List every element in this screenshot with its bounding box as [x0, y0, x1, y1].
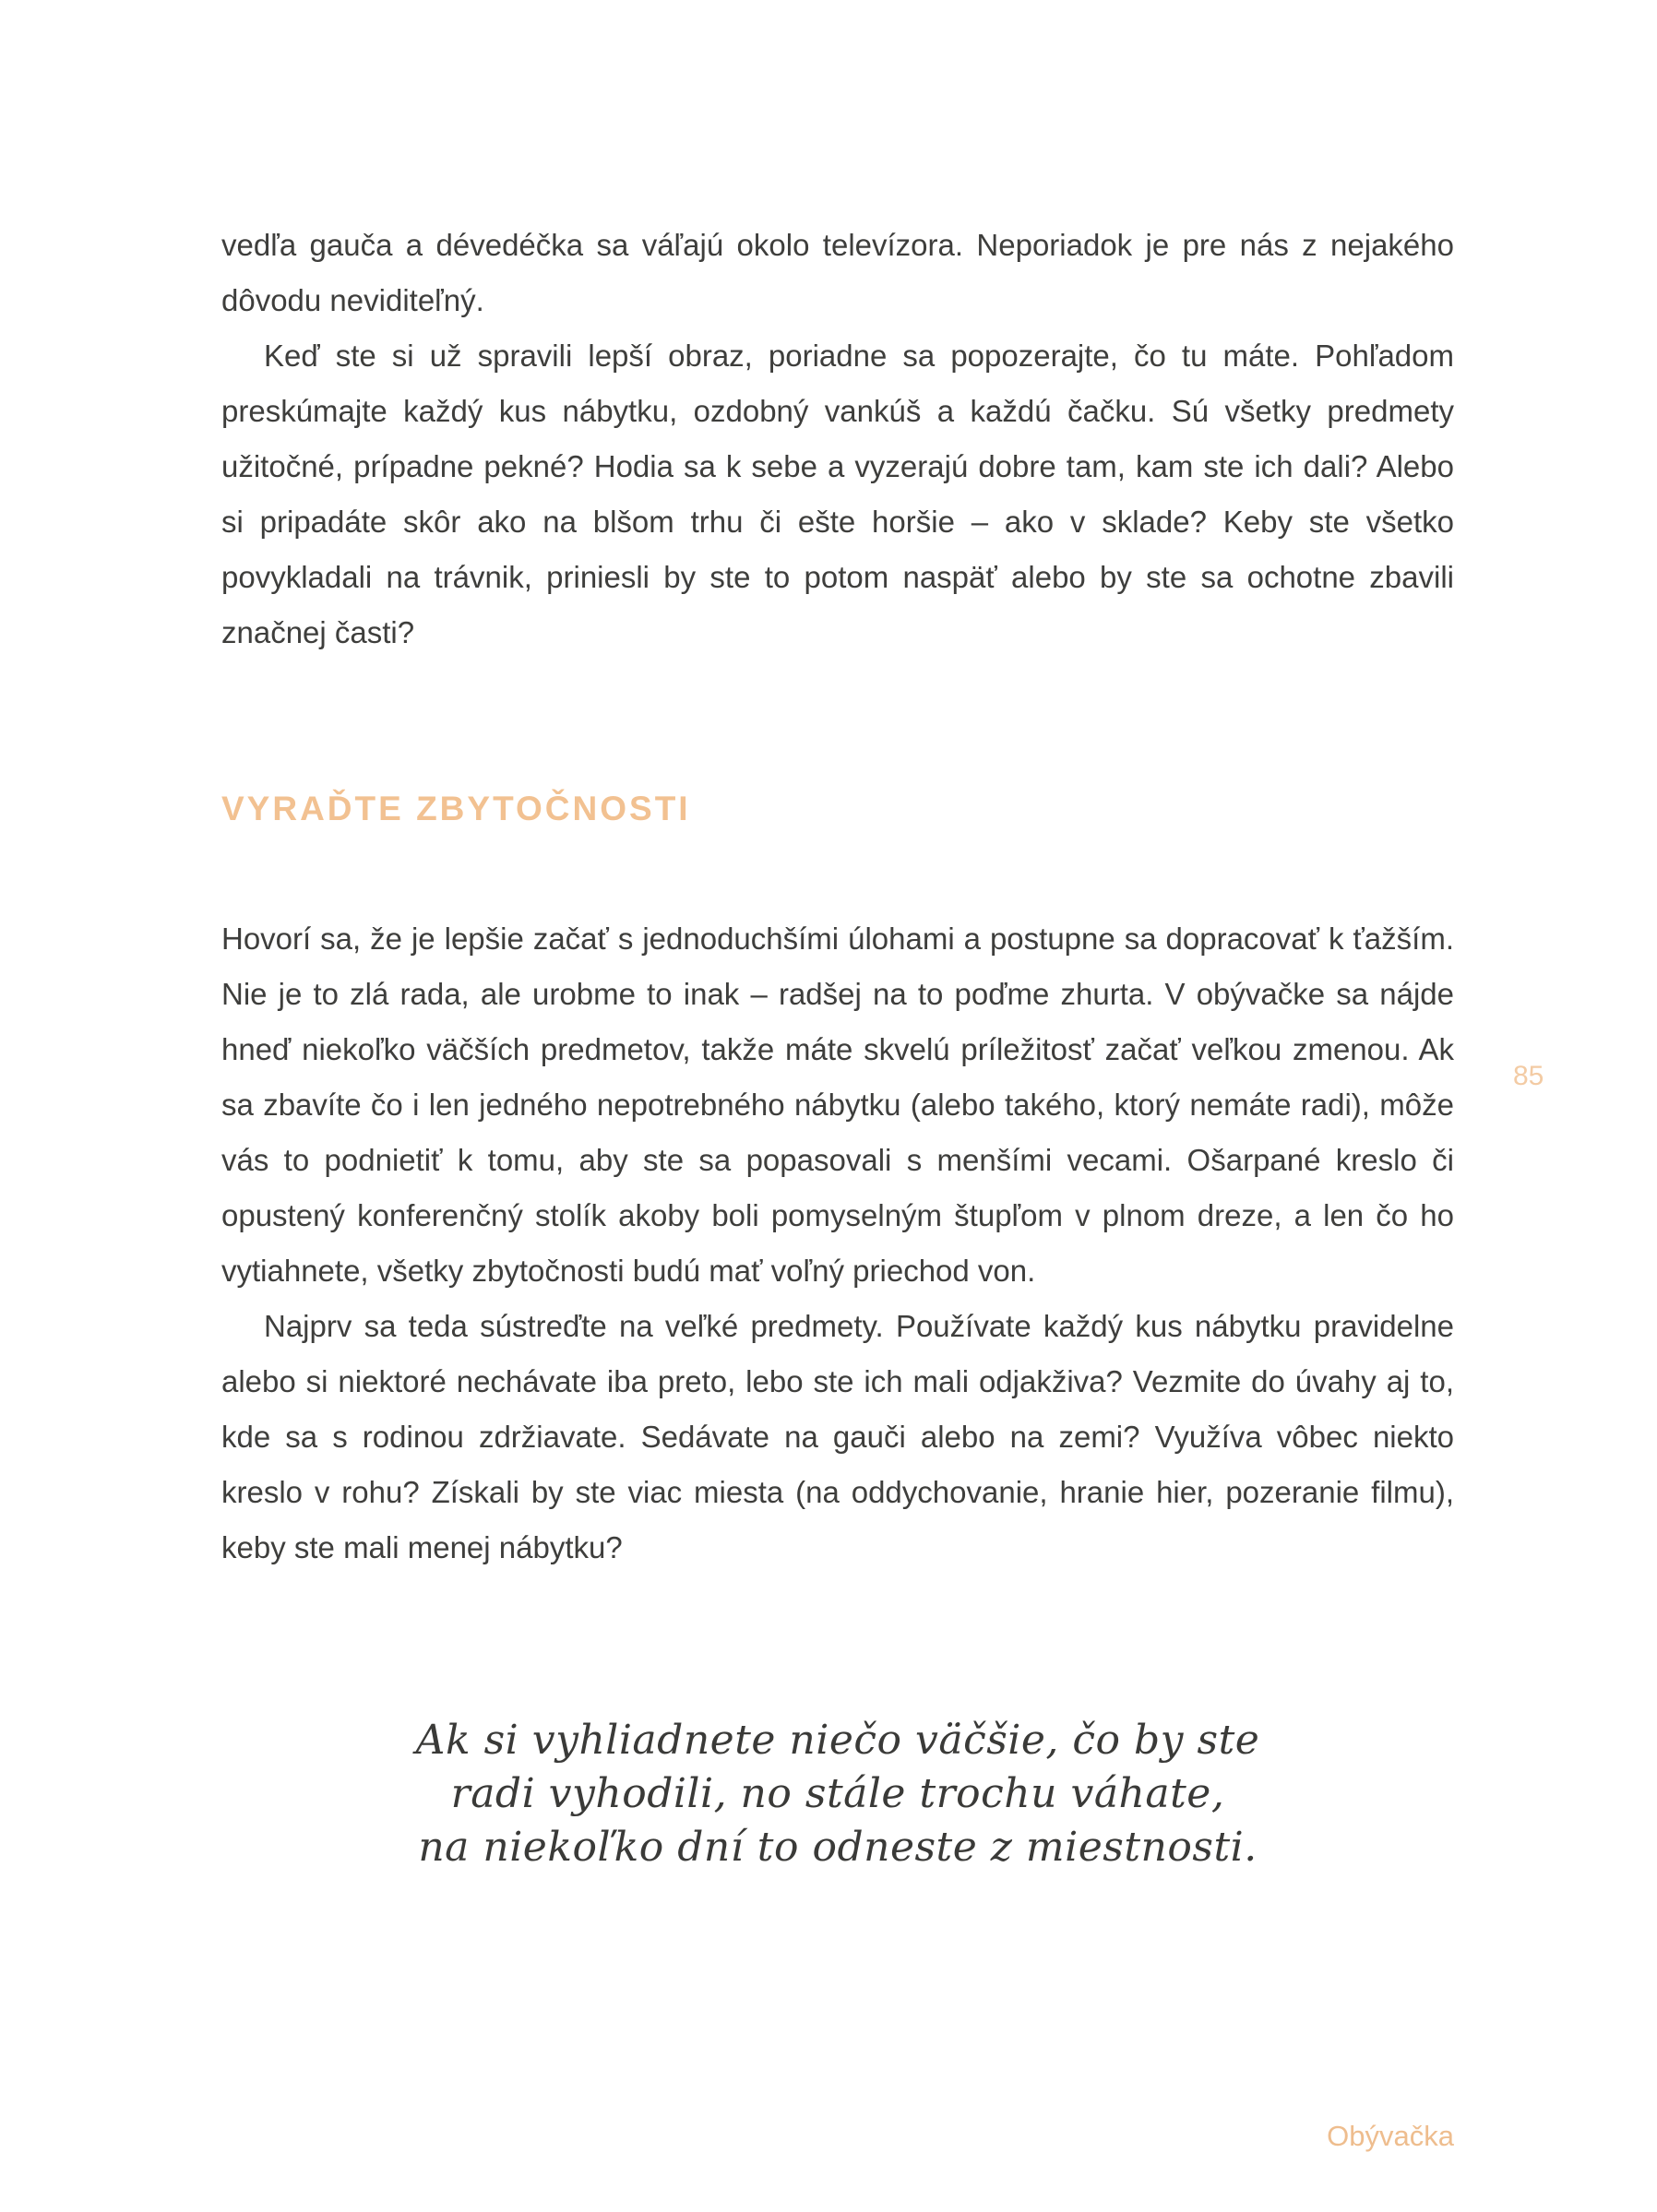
body-paragraph-1: vedľa gauča a dévedéčka sa váľajú okolo televízora. Neporiadok je pre nás z nejakého dôvodu neviditeľný. [221, 228, 1454, 317]
section-heading: VYRAĎTE ZBYTOČNOSTI [221, 790, 691, 827]
quote-line-2: radi vyhodili, no stále trochu váhate, [450, 1770, 1225, 1817]
quote-line-3: na niekoľko dní to odneste z miestnosti. [418, 1824, 1258, 1871]
chapter-footer-label: Obývačka [1327, 2120, 1454, 2152]
body-paragraph-3: Hovorí sa, že je lepšie začať s jednoduchšími úlohami a postupne sa dopracovať k ťažším. Nie je to zlá rada, ale urobme to inak – radšej na to poďme zhurta. V obývačke sa nájde hneď niekoľko väčších predmetov, takže máte skvelú príležitosť začať veľkou zmenou. Ak sa zbavíte čo i len jedného nepotrebného nábytku (alebo takého, ktorý nemáte radi), môže vás to podnietiť k tomu, aby ste sa popasovali s menšími vecami. Ošarpané kreslo či opustený konferenčný stolík akoby boli pomyselným štupľom v plnom dreze, a len čo ho vytiahnete, všetky zbytočnosti budú mať voľný priechod von. [221, 922, 1454, 1288]
text-column [221, 218, 1454, 1874]
page-number: 85 [1513, 1061, 1544, 1091]
quote-line-1: Ak si vyhliadnete niečo väčšie, čo by ste [415, 1717, 1260, 1764]
handwritten-quote [221, 1714, 1454, 1874]
body-paragraph-4: Najprv sa teda sústreďte na veľké predmety. Používate každý kus nábytku pravidelne alebo si niektoré nechávate iba preto, lebo ste ich mali odjakživa? Vezmite do úvahy aj to, kde sa s rodinou zdržiavate. Sedávate na gauči alebo na zemi? Využíva vôbec niekto kreslo v rohu? Získali by ste viac miesta (na oddychovanie, hranie hier, pozeranie filmu), keby ste mali menej nábytku? [221, 1309, 1454, 1564]
body-paragraph-2: Keď ste si už spravili lepší obraz, poriadne sa popozerajte, čo tu máte. Pohľadom preskúmajte každý kus nábytku, ozdobný vankúš a každú čačku. Sú všetky predmety užitočné, prípadne pekné? Hodia sa k sebe a vyzerajú dobre tam, kam ste ich dali? Alebo si pripadáte skôr ako na blšom trhu či ešte horšie – ako v sklade? Keby ste všetko povykladali na trávnik, priniesli by ste to potom naspäť alebo by ste sa ochotne zbavili značnej časti? [221, 339, 1454, 649]
